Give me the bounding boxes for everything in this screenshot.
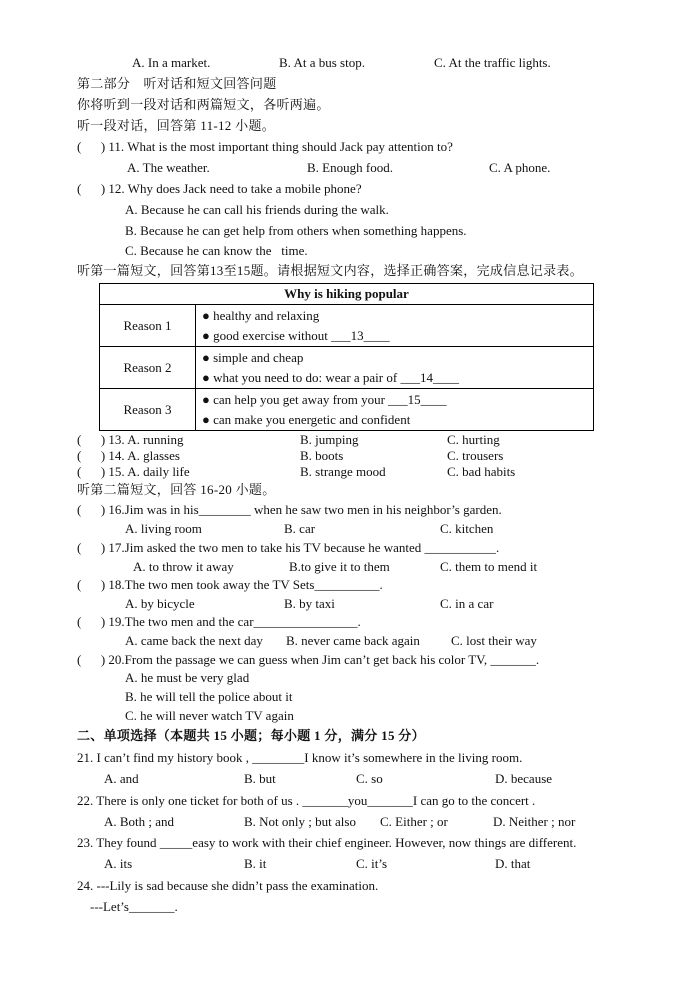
reason-details [196,305,594,347]
question-18: ( ) 18.The two men took away the TV Sets__________. [77,577,383,592]
option-b: B. At a bus stop. [279,55,365,70]
q23-option-d: D. that [495,856,531,871]
q18-option-c: C. in a car [440,596,494,611]
passage1-intro: 听第一篇短文，回答第13至15题。请根据短文内容，选择正确答案，完成信息记录表。 [77,263,584,278]
q18-option-a: A. by bicycle [125,596,195,611]
q11-option-c: C. A phone. [489,160,551,175]
reason-details [196,389,594,431]
q20-option-a: A. he must be very glad [125,670,250,685]
q14-option-c: C. trousers [447,448,504,463]
q21-option-a: A. and [104,771,139,786]
reason-label: Reason 1 [100,305,196,347]
reason-label: Reason 2 [100,347,196,389]
reason-details [196,347,594,389]
part2-heading: 第二部分 听对话和短文回答问题 [77,76,277,91]
question-20: ( ) 20.From the passage we can guess when Jim can’t get back his color TV, _______. [77,652,540,667]
option-a: A. In a market. [132,55,211,70]
question-23: 23. They found _____easy to work with their chief engineer. However, now things are different. [77,835,577,850]
question-17: ( ) 17.Jim asked the two men to take his TV because he wanted ___________. [77,540,500,555]
q16-option-c: C. kitchen [440,521,494,536]
q19-option-b: B. never came back again [286,633,420,648]
q20-option-c: C. he will never watch TV again [125,708,294,723]
reason-line: ● healthy and relaxing [202,307,320,323]
q16-option-a: A. living room [125,521,202,536]
question-24-reply: ---Let’s_______. [77,899,178,914]
q11-option-a: A. The weather. [127,160,210,175]
q15-option-c: C. bad habits [447,464,516,479]
q13-option-c: C. hurting [447,432,500,447]
table-row [100,389,594,431]
question-13: ( ) 13. A. running [77,432,184,447]
section2-heading: 二、单项选择（本题共 15 小题；每小题 1 分，满分 15 分） [77,728,425,743]
q22-option-a: A. Both ; and [104,814,175,829]
q19-option-a: A. came back the next day [125,633,263,648]
q22-option-c: C. Either ; or [380,814,448,829]
q22-option-b: B. Not only ; but also [244,814,356,829]
q20-option-b: B. he will tell the police about it [125,689,293,704]
reason-label: Reason 3 [100,389,196,431]
question-14: ( ) 14. A. glasses [77,448,180,463]
q23-option-c: C. it’s [356,856,388,871]
question-11: ( ) 11. What is the most important thing should Jack pay attention to? [77,139,453,154]
q16-option-b: B. car [284,521,316,536]
q15-option-b: B. strange mood [300,464,386,479]
q17-option-b: B.to give it to them [289,559,390,574]
reason-line: ● good exercise without ___13____ [202,327,390,343]
q23-option-b: B. it [244,856,267,871]
q12-option-b: B. Because he can get help from others when something happens. [125,223,467,238]
q23-option-a: A. its [104,856,133,871]
q19-option-c: C. lost their way [451,633,537,648]
table-row [100,347,594,389]
table-row [100,305,594,347]
question-16: ( ) 16.Jim was in his________ when he saw two men in his neighbor’s garden. [77,502,502,517]
part2-intro: 你将听到一段对话和两篇短文，各听两遍。 [77,97,330,112]
reason-line: ● what you need to do: wear a pair of ___14____ [202,369,459,385]
question-12: ( ) 12. Why does Jack need to take a mobile phone? [77,181,362,196]
question-19: ( ) 19.The two men and the car________________. [77,614,361,629]
dialogue-intro: 听一段对话，回答第 11-12 小题。 [77,118,276,133]
q17-option-a: A. to throw it away [133,559,234,574]
q21-option-d: D. because [495,771,553,786]
q21-option-c: C. so [356,771,383,786]
reason-line: ● simple and cheap [202,349,304,365]
q11-option-b: B. Enough food. [307,160,393,175]
q14-option-b: B. boots [300,448,344,463]
info-record-table [99,283,594,431]
reason-line: ● can help you get away from your ___15____ [202,391,447,407]
q17-option-c: C. them to mend it [440,559,538,574]
question-15: ( ) 15. A. daily life [77,464,190,479]
option-c: C. At the traffic lights. [434,55,551,70]
question-24: 24. ---Lily is sad because she didn’t pass the examination. [77,878,379,893]
q18-option-b: B. by taxi [284,596,335,611]
question-22: 22. There is only one ticket for both of us . _______you_______I can go to the concert . [77,793,536,808]
question-21: 21. I can’t find my history book , ________I know it’s somewhere in the living room. [77,750,523,765]
passage2-intro: 听第二篇短文，回答 16-20 小题。 [77,482,276,497]
q12-option-a: A. Because he can call his friends during the walk. [125,202,389,217]
reason-line: ● can make you energetic and confident [202,411,411,427]
q21-option-b: B. but [244,771,276,786]
table-title: Why is hiking popular [100,284,594,305]
q13-option-b: B. jumping [300,432,359,447]
q12-option-c: C. Because he can know the time. [125,243,308,258]
q22-option-d: D. Neither ; nor [493,814,576,829]
